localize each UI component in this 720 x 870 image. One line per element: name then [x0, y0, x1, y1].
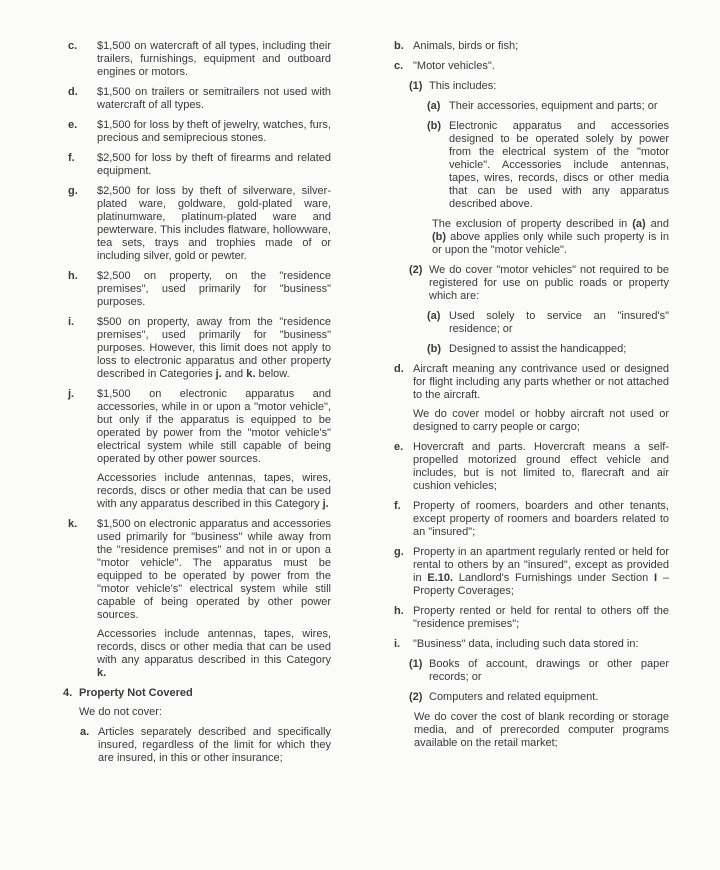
item-paragraph — [413, 638, 669, 651]
list-item — [392, 546, 669, 598]
list-item — [392, 441, 669, 493]
item-paragraph — [98, 726, 331, 765]
list-item — [392, 658, 669, 684]
text: above applies only while such property is in or upon the "motor vehicle". — [432, 231, 669, 256]
text: $1,500 for loss by theft of jewelry, watches, furs, precious and semiprecious stones. — [97, 119, 331, 144]
text: Property in an apartment regularly rented or held for rental to others by an "insured", except as provided in — [413, 546, 669, 584]
item-paragraph — [97, 119, 331, 145]
text: Electronic apparatus and accessories designed to be operated solely by power from the electrical system of the "motor vehicle". Accessories include antennas, tapes, wires, records, discs or other media that can be used with any apparatus described above. — [449, 120, 669, 210]
text: Articles separately described and specifically insured, regardless of the limit for which they are insured, in this or other insurance; — [98, 726, 331, 764]
list-item — [63, 40, 331, 79]
item-paragraph — [97, 270, 331, 309]
item-label: (2) — [409, 264, 423, 276]
bold-text: k. — [97, 667, 107, 679]
text: Property of roomers, boarders and other tenants, except property of roomers and boarders related to an "insured"; — [413, 500, 669, 538]
text: This includes: — [429, 80, 497, 92]
list-item — [392, 60, 669, 73]
list-item — [392, 218, 669, 257]
item-paragraph — [97, 518, 331, 622]
item-paragraph — [97, 86, 331, 112]
item-paragraph — [413, 605, 669, 631]
item-paragraph — [97, 152, 331, 178]
bold-text: (a) — [632, 218, 646, 230]
text: $2,500 for loss by theft of firearms and related equipment. — [97, 152, 331, 177]
text: – Property Coverages; — [413, 572, 669, 597]
list-item — [392, 100, 669, 113]
list-item — [63, 270, 331, 309]
item-label: i. — [68, 316, 75, 328]
item-paragraph — [97, 40, 331, 79]
text: Accessories include antennas, tapes, wires, records, discs or other media that can be used with any apparatus described in this Category — [97, 628, 331, 666]
text: $1,500 on trailers or semitrailers not used with watercraft of all types. — [97, 86, 331, 111]
list-item — [63, 726, 331, 765]
item-paragraph — [413, 60, 669, 73]
list-item — [63, 119, 331, 145]
item-label: (b) — [427, 120, 442, 132]
text: Accessories include antennas, tapes, wires, records, discs or other media that can be used with any apparatus described in this Category — [97, 472, 331, 510]
text: $1,500 on watercraft of all types, including their trailers, furnishings, equipment and outboard engines or motors. — [97, 40, 331, 78]
item-label: i. — [394, 638, 401, 650]
item-label: g. — [68, 185, 78, 197]
item-paragraph — [429, 691, 669, 704]
item-paragraph — [414, 711, 669, 750]
list-item — [392, 310, 669, 336]
item-paragraph — [449, 310, 669, 336]
item-paragraph — [413, 40, 669, 53]
item-label: j. — [68, 388, 75, 400]
text: Hovercraft and parts. Hovercraft means a self-propelled motorized ground effect vehicle and includes, but is not limited to, flarecraft and air cushion vehicles; — [413, 441, 669, 492]
item-label: f. — [394, 500, 401, 512]
text: below. — [255, 368, 290, 380]
item-label: (a) — [427, 310, 441, 322]
bold-text: E.10. — [427, 572, 454, 584]
text: $2,500 for loss by theft of silverware, silver-plated ware, goldware, gold-plated ware, platinumware, platinum-plated ware and pewterware. This includes flatware, hollowware, tea sets, trays and trophies made of or including silver, gold or pewter. — [97, 185, 331, 262]
list-item — [63, 388, 331, 511]
item-paragraph — [449, 120, 669, 211]
item-label: c. — [394, 60, 404, 72]
text: $500 on property, away from the "residence premises", used primarily for "business" purposes. However, this limit does not apply to loss to electronic apparatus and other property described in Categories — [97, 316, 331, 380]
text: We do cover "motor vehicles" not required to be registered for use on public roads or property which are: — [429, 264, 669, 302]
list-item — [392, 638, 669, 651]
list-item — [392, 80, 669, 93]
item-paragraph — [413, 408, 669, 434]
item-paragraph — [413, 441, 669, 493]
item-paragraph — [79, 706, 331, 719]
item-paragraph — [413, 363, 669, 402]
list-item — [392, 264, 669, 303]
bold-text: j. — [215, 368, 222, 380]
item-paragraph — [97, 316, 331, 381]
item-label: (a) — [427, 100, 441, 112]
list-item — [392, 343, 669, 356]
list-item — [63, 316, 331, 381]
item-paragraph — [449, 100, 669, 113]
list-item — [63, 86, 331, 112]
list-item — [392, 120, 669, 211]
item-paragraph — [97, 472, 331, 511]
item-label: (b) — [427, 343, 442, 355]
list-item — [392, 500, 669, 539]
item-paragraph — [97, 628, 331, 680]
text: We do cover the cost of blank recording or storage media, and of prerecorded computer programs available on the retail market; — [414, 711, 669, 749]
text: $1,500 on electronic apparatus and accessories used primarily for "business" while away from the "residence premises" and not in or upon a "motor vehicle". The apparatus must be equipped to be operated by power from the "motor vehicle's" electrical system while still capable of being operated by other power sources. — [97, 518, 331, 621]
item-label: h. — [394, 605, 404, 617]
item-label: d. — [68, 86, 78, 98]
left-column — [63, 40, 331, 765]
item-label: h. — [68, 270, 78, 282]
text: Animals, birds or fish; — [413, 40, 519, 52]
text: $2,500 on property, on the "residence premises", used primarily for "business" purposes. — [97, 270, 331, 308]
item-paragraph — [413, 546, 669, 598]
text: Aircraft meaning any contrivance used or designed for flight including any parts whether or not attached to the aircraft. — [413, 363, 669, 401]
item-paragraph — [429, 264, 669, 303]
item-paragraph — [429, 80, 669, 93]
text: Property rented or held for rental to others off the "residence premises"; — [413, 605, 669, 630]
item-paragraph — [413, 500, 669, 539]
text: and — [645, 218, 669, 230]
item-label: g. — [394, 546, 404, 558]
item-label: e. — [394, 441, 404, 453]
list-item — [392, 40, 669, 53]
text: We do not cover: — [79, 706, 162, 718]
item-paragraph — [97, 185, 331, 263]
text: We do cover model or hobby aircraft not used or designed to carry people or cargo; — [413, 408, 669, 433]
item-label: (1) — [409, 80, 423, 92]
item-label: e. — [68, 119, 78, 131]
item-label: (2) — [409, 691, 423, 703]
text: $1,500 on electronic apparatus and accessories, while in or upon a "motor vehicle", but only if the apparatus is equipped to be operated by power from the "motor vehicle's" electrical system while still capable of being operated by other power sources. — [97, 388, 331, 465]
list-item — [392, 691, 669, 704]
item-label: 4. — [63, 687, 73, 699]
item-label: d. — [394, 363, 404, 375]
item-label: k. — [68, 518, 78, 530]
right-column — [392, 40, 669, 750]
bold-text: (b) — [432, 231, 447, 243]
item-paragraph — [429, 658, 669, 684]
item-paragraph — [449, 343, 669, 356]
list-item — [63, 185, 331, 263]
bold-text: k. — [246, 368, 256, 380]
text: Their accessories, equipment and parts; or — [449, 100, 658, 112]
list-item — [63, 152, 331, 178]
item-paragraph — [432, 218, 669, 257]
text: The exclusion of property described in — [432, 218, 633, 230]
text: "Business" data, including such data stored in: — [413, 638, 639, 650]
item-label: a. — [80, 726, 90, 738]
item-label: (1) — [409, 658, 423, 670]
section-heading: Property Not Covered — [79, 687, 193, 699]
list-item — [392, 605, 669, 631]
list-item — [392, 363, 669, 434]
item-label: c. — [68, 40, 78, 52]
item-paragraph — [97, 388, 331, 466]
text: Computers and related equipment. — [429, 691, 599, 703]
text: Used solely to service an "insured's" residence; or — [449, 310, 669, 335]
list-item — [392, 711, 669, 750]
text: "Motor vehicles". — [413, 60, 495, 72]
item-label: f. — [68, 152, 75, 164]
bold-text: I — [654, 572, 658, 584]
bold-text: j. — [322, 498, 329, 510]
text: and — [221, 368, 247, 380]
list-item — [63, 518, 331, 680]
item-label: b. — [394, 40, 404, 52]
text: Books of account, drawings or other paper records; or — [429, 658, 669, 683]
text: Landlord's Furnishings under Section — [453, 572, 655, 584]
text: Designed to assist the handicapped; — [449, 343, 627, 355]
section-item — [63, 687, 331, 719]
